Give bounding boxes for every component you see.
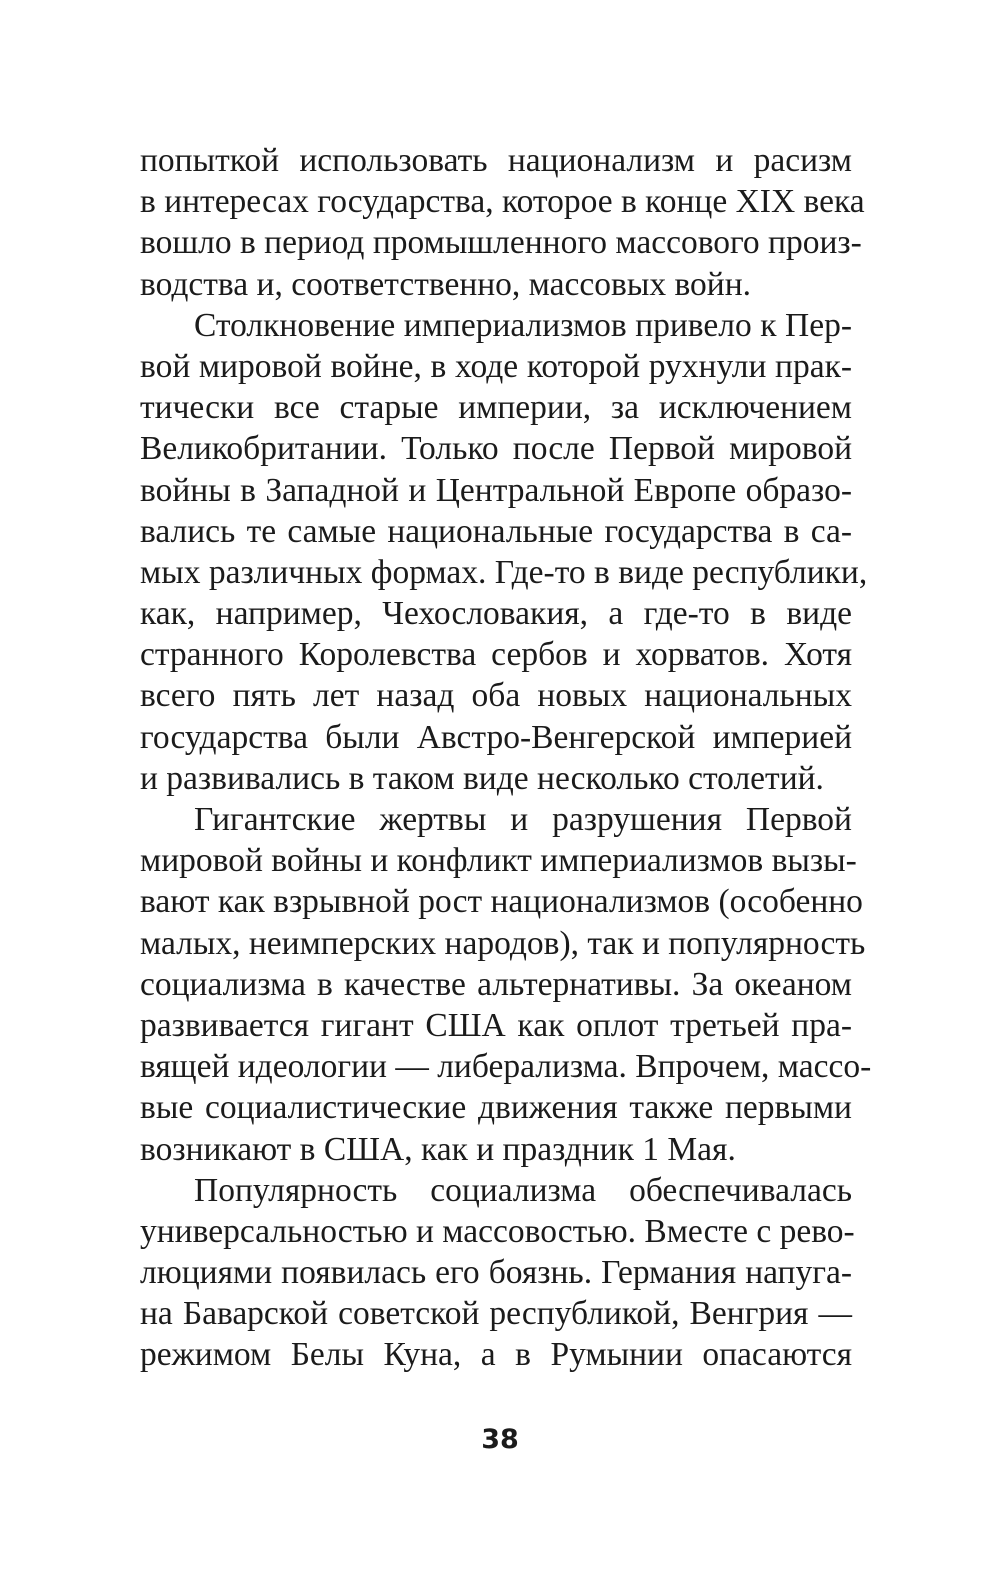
text-line: вались те самые национальные государства в са- bbox=[140, 512, 852, 550]
text-line: тически все старые империи, за исключением bbox=[140, 389, 852, 427]
text-line: вящей идеологии — либерализма. Впрочем, массо- bbox=[140, 1048, 872, 1086]
paragraph-2 bbox=[140, 305, 868, 799]
paragraph-1 bbox=[140, 140, 865, 305]
text-line: Гигантские жертвы и разрушения Первой bbox=[194, 801, 852, 838]
text-line: мировой войны и конфликт империализмов вызы- bbox=[140, 842, 857, 880]
text-line: войны в Западной и Центральной Европе образо- bbox=[140, 471, 852, 509]
text-line: государства были Австро-Венгерской империей bbox=[140, 718, 852, 756]
text-line: вают как взрывной рост национализмов (особенно bbox=[140, 883, 863, 921]
text-line: попыткой использовать национализм и расизм bbox=[140, 142, 852, 179]
text-line: всего пять лет назад оба новых национальных bbox=[140, 677, 852, 715]
text-line: в интересах государства, которое в конце XIX века bbox=[140, 183, 865, 221]
text-line: водства и, соответственно, массовых войн. bbox=[140, 265, 752, 303]
text-line: Популярность социализма обеспечивалась bbox=[194, 1171, 852, 1209]
text-line: люциями появилась его боязнь. Германия напуга- bbox=[140, 1254, 852, 1292]
text-line: странного Королевства сербов и хорватов. Хотя bbox=[140, 636, 852, 674]
text-line: режимом Белы Куна, а в Румынии опасаются bbox=[140, 1336, 852, 1374]
text-line: социализма в качестве альтернативы. За океаном bbox=[140, 965, 852, 1003]
text-line: как, например, Чехословакия, а где-то в виде bbox=[140, 595, 852, 633]
paragraph-3 bbox=[140, 799, 872, 1170]
page-number: 38 bbox=[481, 1424, 519, 1455]
text-line: вошло в период промышленного массового произ- bbox=[140, 224, 862, 262]
text-line: на Баварской советской республикой, Венгрия — bbox=[140, 1295, 852, 1333]
text-line: вые социалистические движения также первыми bbox=[140, 1089, 852, 1127]
text-line: возникают в США, как и праздник 1 Мая. bbox=[140, 1130, 736, 1168]
paragraph-4 bbox=[140, 1170, 855, 1376]
text-line: Столкновение империализмов привело к Пер- bbox=[194, 306, 852, 344]
text-line: и развивались в таком виде несколько столетий. bbox=[140, 759, 824, 797]
text-line: универсальностью и массовостью. Вместе с рево- bbox=[140, 1212, 855, 1250]
page-text bbox=[140, 140, 872, 1376]
text-line: мых различных формах. Где-то в виде республики, bbox=[140, 553, 868, 591]
text-line: развивается гигант США как оплот третьей пра- bbox=[140, 1006, 852, 1044]
text-line: вой мировой войне, в ходе которой рухнули прак- bbox=[140, 347, 852, 385]
text-line: Великобритании. Только после Первой мировой bbox=[140, 430, 852, 468]
text-line: малых, неимперских народов), так и популярность bbox=[140, 924, 866, 962]
